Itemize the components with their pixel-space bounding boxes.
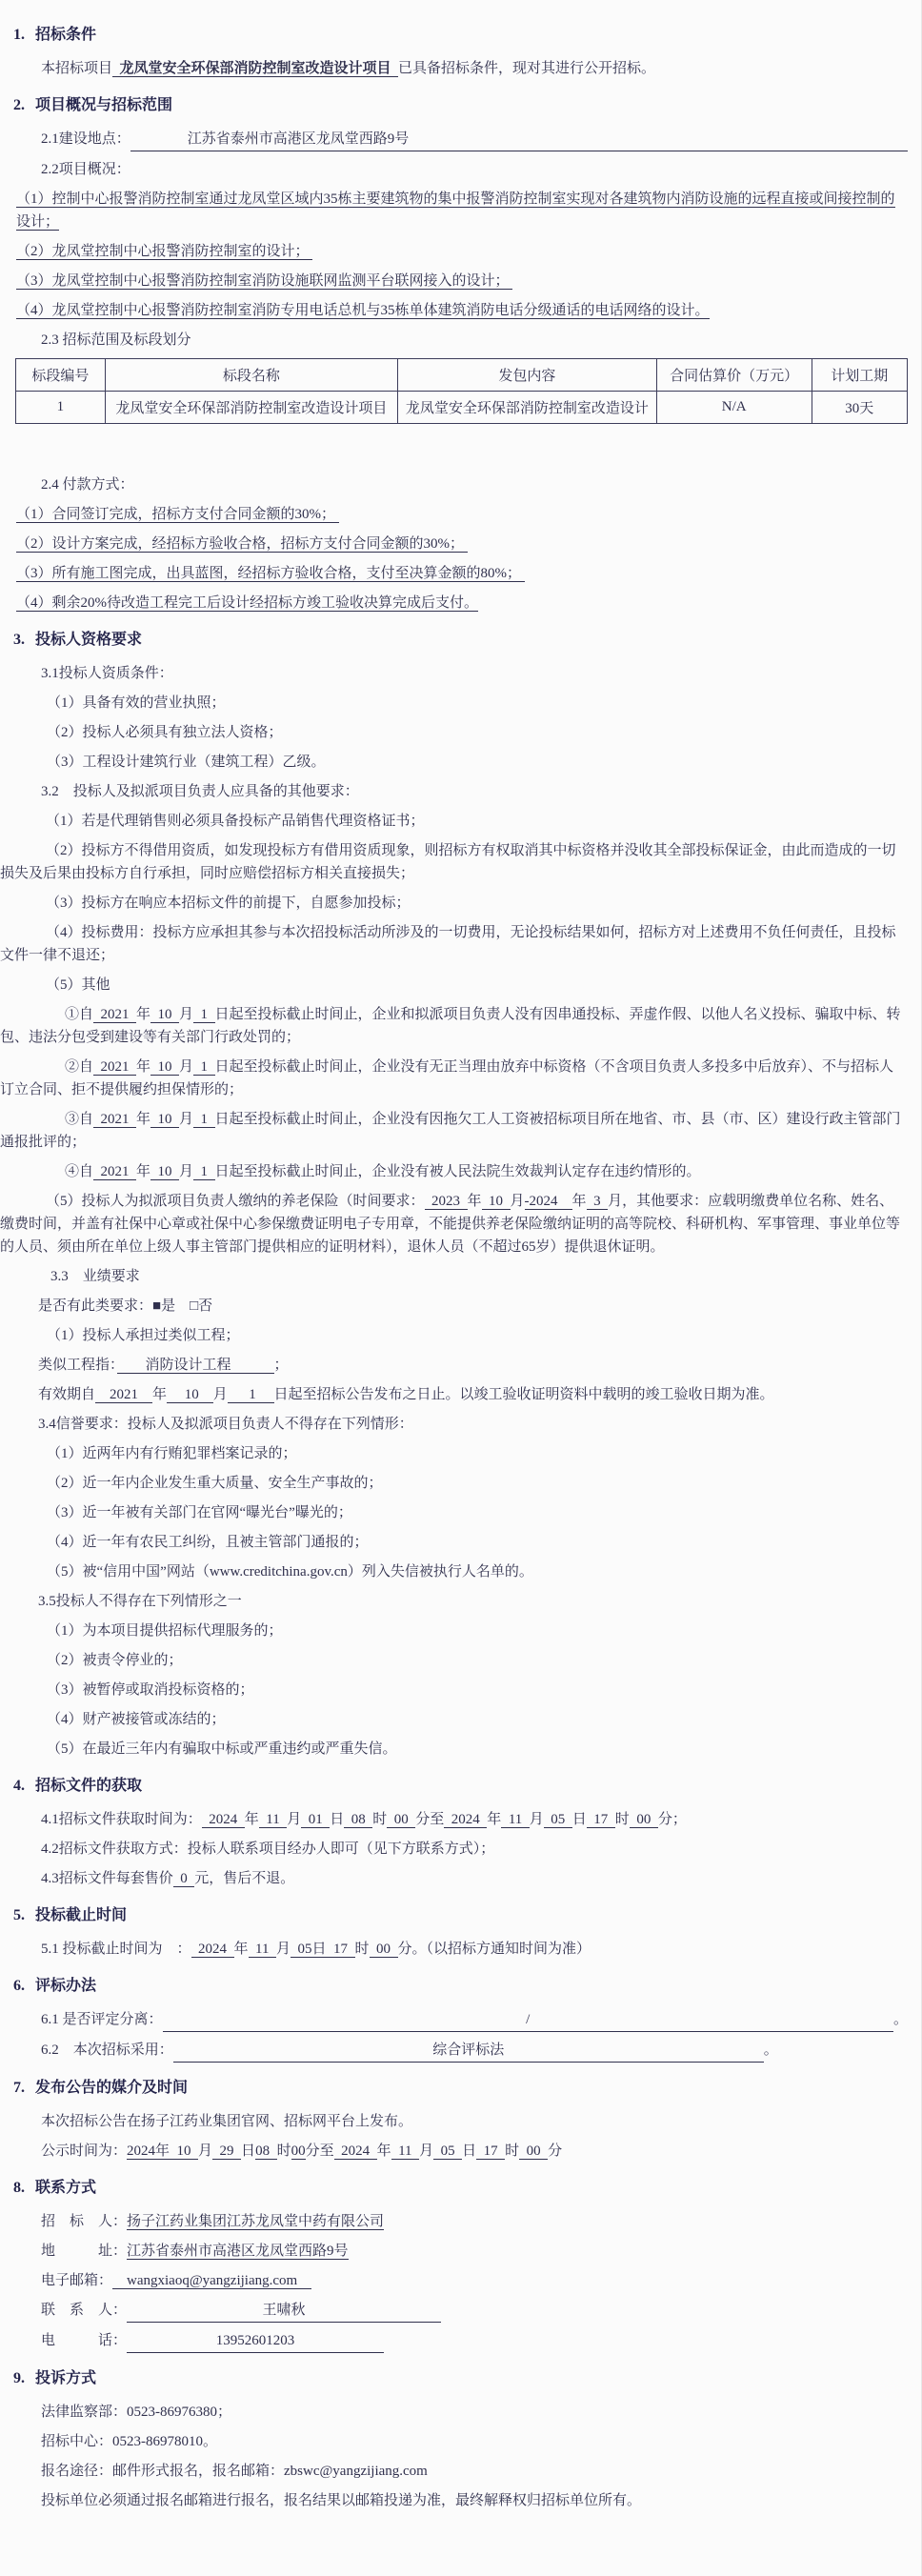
text-run: 4.3招标文件每套售价	[41, 1871, 173, 1886]
table-header-cell: 合同估算价（万元）	[656, 359, 812, 392]
text-run: 报名途径：邮件形式报名，报名邮箱：zbswc@yangzijiang.com	[41, 2464, 428, 2479]
other-requirements-label	[41, 780, 908, 803]
text-run: 日	[462, 2143, 477, 2159]
text-run: 是	[161, 1298, 190, 1314]
table-header-cell: 发包内容	[397, 359, 656, 392]
text-run: ③自	[65, 1112, 94, 1127]
integrity-item-2	[0, 1056, 908, 1101]
blank-underline: 08	[255, 2143, 277, 2159]
blank-underline: 17	[326, 1942, 355, 1957]
section-number: 1.	[13, 27, 25, 43]
legal-supervision-line	[41, 2401, 908, 2424]
table-cell: 龙凤堂安全环保部消防控制室改造设计项目	[105, 392, 397, 424]
paragraph	[47, 1620, 908, 1642]
integrity-item-1	[0, 1003, 908, 1049]
text-run: 2.1建设地点：	[41, 131, 130, 147]
blank-underline: 3	[586, 1194, 609, 1209]
text-run: 日起至投标截止时间止，企业和拟派项目负责人没有因串通投标、弄虚作假、以他人名义投标、骗取中标、转包、违法分包受到建设等有关部门行政处罚的；	[0, 1007, 901, 1045]
text-run: 月	[529, 1812, 544, 1827]
blank-underline: 08	[344, 1812, 373, 1827]
table-row	[16, 392, 908, 424]
text-run: 5.1 投标截止时间为 ：	[41, 1942, 191, 1957]
text-run: （1）若是代理销售则必须具备投标产品销售代理资格证书；	[46, 814, 425, 829]
text-run: ②自	[65, 1059, 94, 1075]
blank-underline: 29	[212, 2143, 242, 2159]
checkbox-yes-checked-icon: ■	[152, 1298, 162, 1314]
blank-underline: 05日	[291, 1942, 327, 1957]
text-run: 3.3 业绩要求	[50, 1269, 140, 1284]
overview-item-1	[16, 188, 908, 233]
text-run: 2.3 招标范围及标段划分	[41, 332, 191, 348]
blank-underline: 2024	[190, 1942, 234, 1957]
text-run: 年	[136, 1059, 151, 1075]
blank-underline: （3）龙凤堂控制中心报警消防控制室消防设施联网监测平台联网接入的设计；	[16, 273, 513, 289]
text-run: 月	[179, 1059, 194, 1075]
text-run: 年	[233, 1942, 249, 1957]
overview-item-3	[16, 270, 908, 292]
document-obtain-time	[41, 1808, 908, 1831]
paragraph	[47, 1472, 908, 1495]
table-cell: 30天	[812, 392, 907, 424]
text-run: （2）投标方不得借用资质，如发现投标方有借用资质现象，则招标方有权取消其中标资格并没收其全部投标保证金，由此而造成的一切损失及后果由投标方自行承担，同时应赔偿招标方相关直接损失；	[0, 843, 896, 881]
blank-underline: （1）控制中心报警消防控制室通过龙凤堂区域内35栋主要建筑物的集中报警消防控制室实现对各建筑物内消防设施的远程直接或间接控制的设计；	[16, 191, 895, 230]
paragraph	[47, 1708, 908, 1731]
paragraph	[0, 810, 908, 833]
paragraph	[47, 1679, 908, 1701]
blank-underline: 17	[476, 2143, 506, 2159]
section-number: 9.	[13, 2370, 25, 2386]
blank-underline: 00	[291, 2143, 306, 2159]
document-price-line	[41, 1867, 908, 1890]
section-7-heading	[0, 2077, 908, 2100]
text-run: 分	[548, 2143, 563, 2159]
email-value: wangxiaoq@yangzijiang.com	[112, 2273, 312, 2288]
section-number: 2.	[13, 97, 25, 113]
section-4-heading	[0, 1775, 908, 1798]
section-title: 招标条件	[35, 27, 97, 43]
text-run: （5）在最近三年内有骗取中标或严重违约或严重失信。	[47, 1741, 397, 1757]
text-run: 公示时间为：	[41, 2143, 128, 2159]
section-title: 投标截止时间	[35, 1907, 128, 1923]
project-overview-label	[41, 158, 908, 181]
text-run: 分至	[415, 1812, 445, 1827]
text-run: 月	[419, 2143, 434, 2159]
blank-underline: 10	[481, 1194, 511, 1209]
phone-line	[41, 2329, 908, 2353]
text-run: （3）工程设计建筑行业（建筑工程）乙级。	[47, 755, 326, 770]
address-line	[41, 2240, 908, 2263]
address-value: 江苏省泰州市高港区龙凤堂西路9号	[127, 2244, 349, 2259]
paragraph	[47, 692, 908, 714]
blank-underline: 00	[387, 1812, 416, 1827]
section-number: 6.	[13, 1978, 25, 1994]
text-run: 月	[212, 1387, 228, 1402]
text-run: （5）投标人为拟派项目负责人缴纳的养老保险（时间要求：	[46, 1194, 425, 1209]
blank-underline: 1	[193, 1164, 215, 1179]
text-run: 。	[892, 2012, 908, 2027]
email-line	[41, 2269, 908, 2292]
text-run: 已具备招标条件，现对其进行公开招标。	[398, 61, 656, 76]
blank-underline: 11	[391, 2143, 420, 2159]
blank-underline: 2024	[333, 2143, 377, 2159]
payment-label	[41, 473, 908, 496]
section-6-heading	[0, 1975, 908, 1998]
section-8-heading	[0, 2177, 908, 2200]
blank-underline: 00	[369, 1942, 398, 1957]
blank-underline: 2024年	[127, 2143, 170, 2159]
text-run: 电子邮箱：	[41, 2273, 113, 2288]
registration-line	[41, 2460, 908, 2483]
section-9-heading	[0, 2367, 908, 2390]
text-run: 3.5投标人不得存在下列情形之一	[38, 1594, 242, 1609]
contact-person-line	[41, 2299, 908, 2323]
text-run: 月	[510, 1194, 525, 1209]
evaluation-separation-line	[41, 2008, 908, 2032]
paragraph	[47, 1649, 908, 1672]
evaluation-separation-value: /	[163, 2008, 893, 2032]
payment-item-1	[16, 503, 908, 526]
credit-label	[38, 1413, 908, 1436]
paragraph	[47, 1324, 908, 1347]
text-run: 分。（以招标方通知时间为准）	[397, 1942, 591, 1957]
blank-underline: 11	[258, 1812, 288, 1827]
performance-label	[50, 1265, 908, 1288]
text-run: 月	[198, 2143, 213, 2159]
text-run: 日	[241, 2143, 256, 2159]
text-run: ④自	[65, 1164, 94, 1179]
blank-underline: （2）龙凤堂控制中心报警消防控制室的设计；	[16, 244, 313, 259]
text-run: 电 话：	[41, 2333, 128, 2348]
paragraph	[0, 974, 908, 996]
text-run: 日起至投标截止时间止，企业没有无正当理由放弃中标资格（不含项目负责人多投多中后放弃）、不与招标人订立合同、拒不提供履约担保情形的；	[0, 1059, 894, 1097]
text-run: 时	[276, 2143, 291, 2159]
text-run: （5）被“信用中国”网站（www.creditchina.gov.cn）列入失信被执行人名单的。	[47, 1564, 533, 1580]
text-run: （4）财产被接管或冻结的；	[47, 1712, 226, 1727]
blank-underline: 01	[301, 1812, 331, 1827]
text-run: 年	[571, 1194, 587, 1209]
text-run: 2.2项目概况：	[41, 162, 130, 177]
text-run: （2）投标人必须具有独立法人资格；	[47, 725, 283, 740]
performance-toggle	[38, 1295, 908, 1318]
announcement-time-line	[41, 2140, 908, 2163]
evaluation-method-value: 综合评标法	[173, 2039, 764, 2063]
blank-underline: -2024	[524, 1194, 572, 1209]
table-header-row	[16, 359, 908, 392]
blank-underline: 10	[167, 1387, 213, 1402]
section-title: 招标文件的获取	[35, 1778, 143, 1794]
construction-site-line	[41, 128, 908, 151]
blank-underline: 2024	[201, 1812, 245, 1827]
blank-underline: （2）设计方案完成，经招标方验收合格，招标方支付合同金额的30%；	[16, 536, 468, 552]
text-run: 招标中心：0523-86978010。	[41, 2434, 217, 2449]
blank-underline: 10	[150, 1059, 180, 1075]
prohibited-label	[38, 1590, 908, 1613]
text-run: 6.1 是否评定分离：	[41, 2012, 163, 2027]
project-name: 龙凤堂安全环保部消防控制室改造设计项目	[112, 61, 399, 76]
text-run: 月	[275, 1942, 291, 1957]
qualification-label	[41, 662, 908, 685]
text-run: 3.4信誉要求：投标人及拟派项目负责人不得存在下列情形：	[38, 1417, 413, 1432]
blank-underline: 05	[433, 2143, 463, 2159]
section-title: 投诉方式	[35, 2370, 97, 2386]
text-run: （4）近一年有农民工纠纷，且被主管部门通报的；	[47, 1535, 369, 1550]
table-header-cell: 标段名称	[105, 359, 397, 392]
paragraph	[47, 751, 908, 774]
payment-item-4	[16, 592, 908, 614]
paragraph	[47, 1738, 908, 1761]
text-run: （3）近一年被有关部门在官网“曝光台”曝光的；	[47, 1505, 352, 1520]
blank-underline: 10	[150, 1112, 180, 1127]
evaluation-method-line	[41, 2039, 908, 2063]
text-run: 年	[136, 1164, 151, 1179]
paragraph	[0, 921, 908, 967]
text-run: 月	[179, 1007, 194, 1022]
section-number: 3.	[13, 632, 25, 648]
text-run: 年	[136, 1007, 151, 1022]
text-run: （3）被暂停或取消投标资格的；	[47, 1682, 254, 1698]
blank-underline: （4）龙凤堂控制中心报警消防控制室消防专用电话总机与35栋单体建筑消防电话分级通话的电话网络的设计。	[16, 303, 710, 318]
paragraph	[47, 1442, 908, 1465]
tenderee-value: 扬子江药业集团江苏龙凤堂中药有限公司	[127, 2214, 385, 2229]
text-run: 本次招标公告在扬子江药业集团官网、招标网平台上发布。	[41, 2114, 413, 2129]
blank-underline: 17	[586, 1812, 615, 1827]
table-header-cell: 标段编号	[16, 359, 106, 392]
section-number: 4.	[13, 1778, 25, 1794]
section-number: 5.	[13, 1907, 25, 1923]
section-5-heading	[0, 1904, 908, 1927]
text-run: 4.2招标文件获取方式：投标人联系项目经办人即可（见下方联系方式）；	[41, 1841, 495, 1857]
spacer	[0, 424, 908, 473]
text-run: 是否有此类要求：	[38, 1298, 153, 1314]
blank-underline: 1	[227, 1387, 274, 1402]
paragraph	[0, 892, 908, 915]
similar-project-line	[38, 1354, 908, 1377]
pension-requirement	[0, 1190, 908, 1258]
text-run: 时	[505, 2143, 520, 2159]
section-3-heading	[0, 629, 908, 652]
text-run: 。	[763, 2043, 778, 2058]
blank-underline: 2021	[95, 1387, 153, 1402]
section-title: 评标办法	[35, 1978, 97, 1994]
paragraph	[0, 839, 908, 885]
overview-item-2	[16, 240, 908, 263]
paragraph	[41, 2110, 908, 2133]
text-run: 地 址：	[41, 2244, 128, 2259]
text-run: 月	[179, 1112, 194, 1127]
blank-underline: 2021	[93, 1059, 137, 1075]
construction-site-value: 江苏省泰州市高港区龙凤堂西路9号	[130, 128, 908, 151]
text-run: 2.4 付款方式：	[41, 477, 134, 493]
blank-underline: 1	[193, 1059, 215, 1075]
text-run: 年	[487, 1812, 502, 1827]
text-run: 月	[179, 1164, 194, 1179]
section-2-heading	[0, 94, 908, 117]
paragraph	[47, 1501, 908, 1524]
paragraph	[41, 1838, 908, 1861]
text-run: （1）近两年内有行贿犯罪档案记录的；	[47, 1446, 297, 1461]
text-run: 招 标 人：	[41, 2214, 128, 2229]
text-run: 时	[614, 1812, 630, 1827]
phone-value: 13952601203	[127, 2329, 384, 2353]
section-title: 发布公告的媒介及时间	[35, 2080, 189, 2096]
blank-underline: 2024	[444, 1812, 488, 1827]
text-run: 法律监察部：0523-86976380；	[41, 2405, 231, 2420]
text-run: （1）具备有效的营业执照；	[47, 695, 226, 711]
blank-underline: 11	[248, 1942, 276, 1957]
contact-person-value: 王啸秋	[127, 2299, 441, 2323]
table-cell: N/A	[656, 392, 812, 424]
text-run: 4.1招标文件获取时间为：	[41, 1812, 202, 1827]
text-run: （4）投标费用：投标方应承担其参与本次招投标活动所涉及的一切费用，无论投标结果如何，招标方对上述费用不负任何责任，且投标文件一律不退还；	[0, 925, 896, 963]
blank-underline: 2023	[424, 1194, 468, 1209]
tender-center-line	[41, 2430, 908, 2453]
text-run: 否	[198, 1298, 213, 1314]
bid-deadline-line	[41, 1938, 908, 1961]
text-run: （3）投标方在响应本招标文件的前提下，自愿参加投标；	[46, 896, 411, 911]
blank-underline: 11	[501, 1812, 530, 1827]
text-run: 年	[136, 1112, 151, 1127]
payment-item-3	[16, 562, 908, 585]
blank-underline: 10	[170, 2143, 199, 2159]
text-run: 分；	[657, 1812, 687, 1827]
text-run: 元，售后不退。	[194, 1871, 295, 1886]
text-run: 日	[330, 1812, 345, 1827]
text-run: （2）近一年内企业发生重大质量、安全生产事故的；	[47, 1476, 383, 1491]
blank-underline: 2021	[93, 1164, 137, 1179]
document-price-value: 0	[172, 1871, 195, 1886]
validity-line	[38, 1383, 908, 1406]
paragraph	[47, 721, 908, 744]
paragraph	[47, 1531, 908, 1554]
section-number: 8.	[13, 2180, 25, 2196]
similar-project-value: 消防设计工程	[116, 1358, 274, 1373]
blank-underline: 00	[519, 2143, 549, 2159]
blank-underline: 00	[629, 1812, 658, 1827]
text-run: 投标单位必须通过报名邮箱进行报名，报名结果以邮箱投递为准，最终解释权归招标单位所有。	[41, 2493, 642, 2508]
text-run: 年	[376, 2143, 391, 2159]
blank-underline: 10	[150, 1007, 180, 1022]
blank-underline: 2021	[93, 1112, 137, 1127]
table-header-cell: 计划工期	[812, 359, 907, 392]
blank-underline: 1	[193, 1112, 215, 1127]
text-run: 年	[467, 1194, 482, 1209]
payment-item-2	[16, 533, 908, 555]
blank-underline: 1	[193, 1007, 215, 1022]
lot-division-label	[41, 329, 908, 352]
blank-underline: 2021	[93, 1007, 137, 1022]
text-run: （1）投标人承担过类似工程；	[47, 1328, 240, 1343]
text-run: 日起至投标截止时间止，企业没有被人民法院生效裁判认定存在违约情形的。	[214, 1164, 701, 1179]
blank-underline: （4）剩余20%待改造工程完工后设计经招标方竣工验收决算完成后支付。	[16, 595, 478, 611]
section-title: 投标人资格要求	[35, 632, 143, 648]
section-title: 联系方式	[35, 2180, 97, 2196]
text-run: 月	[287, 1812, 302, 1827]
text-run: 时	[354, 1942, 370, 1957]
text-run: （2）被责令停业的；	[47, 1653, 183, 1668]
text-run: ①自	[65, 1007, 94, 1022]
text-run: 3.2 投标人及拟派项目负责人应具备的其他要求：	[41, 784, 359, 799]
text-run: ；	[273, 1358, 289, 1373]
integrity-item-4	[0, 1160, 908, 1183]
project-intro	[41, 57, 908, 80]
text-run: 本招标项目	[41, 61, 113, 76]
blank-underline: （3）所有施工图完成，出具蓝图，经招标方验收合格，支付至决算金额的80%；	[16, 566, 525, 581]
lot-table	[15, 358, 908, 424]
text-run: 分至	[305, 2143, 334, 2159]
integrity-item-3	[0, 1108, 908, 1154]
blank-underline: （1）合同签订完成，招标方支付合同金额的30%；	[16, 507, 339, 522]
text-run: 日起至招标公告发布之日止。以竣工验收证明资料中载明的竣工验收日期为准。	[273, 1387, 774, 1402]
text-run: 月，其他要求：应载明缴费单位名称、姓名、缴费时间，并盖有社保中心章或社保中心参保缴费证明电子专用章，不能提供养老保险缴纳证明的高等院校、科研机构、军事管理、事业单位等的人员、须由所在单位上级人事主管部门提供相应的证明材料），退休人员（不超过65岁）提供退休证明。	[0, 1194, 901, 1255]
final-note	[41, 2489, 908, 2512]
text-run: 日	[571, 1812, 587, 1827]
section-number: 7.	[13, 2080, 25, 2096]
tenderee-line	[41, 2210, 908, 2233]
text-run: 6.2 本次招标采用：	[41, 2043, 173, 2058]
text-run: 时	[372, 1812, 388, 1827]
text-run: 日起至投标截止时间止，企业没有因拖欠工人工资被招标项目所在地省、市、县（市、区）建设行政主管部门通报批评的；	[0, 1112, 901, 1150]
checkbox-no-unchecked-icon: □	[190, 1298, 199, 1314]
section-title: 项目概况与招标范围	[35, 97, 173, 113]
text-run: 类似工程指：	[38, 1358, 117, 1373]
table-cell: 1	[16, 392, 106, 424]
text-run: 年	[244, 1812, 259, 1827]
section-1-heading	[0, 24, 908, 47]
table-cell: 龙凤堂安全环保部消防控制室改造设计	[397, 392, 656, 424]
text-run: （5）其他	[46, 977, 110, 993]
overview-item-4	[16, 299, 908, 322]
text-run: 年	[152, 1387, 168, 1402]
text-run: 3.1投标人资质条件：	[41, 666, 173, 681]
text-run: 联 系 人：	[41, 2303, 128, 2318]
paragraph	[47, 1560, 908, 1583]
text-run: （1）为本项目提供招标代理服务的；	[47, 1623, 283, 1639]
text-run: 有效期自	[38, 1387, 96, 1402]
blank-underline: 05	[543, 1812, 572, 1827]
blank-underline: 10	[150, 1164, 180, 1179]
